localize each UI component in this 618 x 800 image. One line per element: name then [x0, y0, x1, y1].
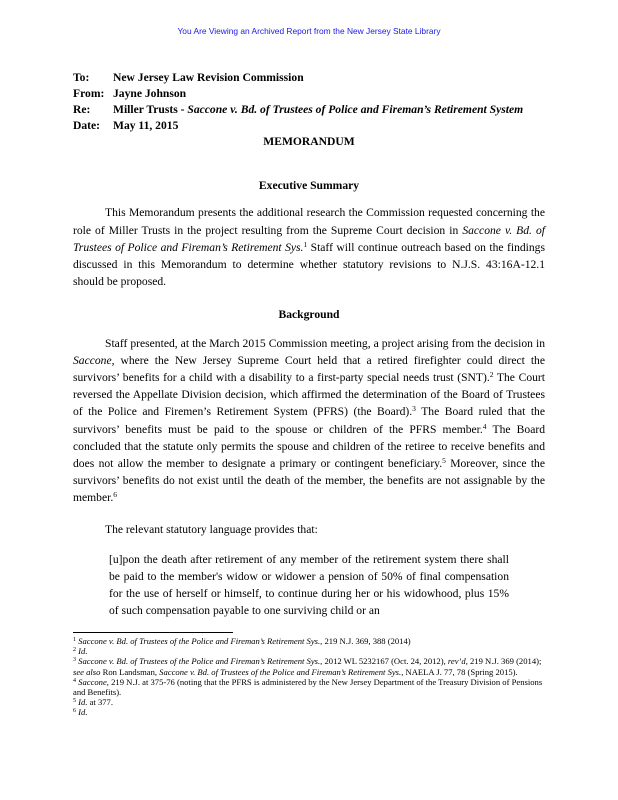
date-line: [73, 118, 545, 134]
statutory-intro: The relevant statutory language provides that:: [105, 522, 318, 536]
statutory-quote: [u]pon the death after retirement of any member of the retirement system there shall be paid to the member's widow or widower a pension of 50% of final compensation for the use of herself or himself, to continue during her or his widowhood, plus 15% of such compensation payable to one surviving child or an: [109, 552, 509, 618]
background-paragraph: Staff presented, at the March 2015 Commission meeting, a project arising from the decision in Saccone, where the New Jersey Supreme Court held that a retired firefighter could direct the survivors’ benefits for a child with a disability to a first-party special needs trust (SNT).$^2$ The Court reversed the Appellate Division decision, which affirmed the determination of the Board of Trustees of the Police and Firemen’s Retirement System (PFRS) (the Board).$^3$ The Board ruled that the survivors’ benefits must be paid to the spouse or children of the PFRS member.$^4$ The Board concluded that the statute only permits the spouse and children of the retiree to receive benefits and does not allow the member to designate a primary or contingent beneficiary.$^5$ Moreover, since the survivors’ benefits do not exist until the death of the member, the benefits are not assignable by the member.$^6$: [73, 336, 545, 505]
from-value: Jayne Johnson: [113, 87, 187, 100]
memo-page: [73, 70, 545, 620]
re-case-name: Saccone v. Bd. of Trustees of Police and Fireman’s Retirement System: [187, 103, 524, 116]
footnote-3: $^3$ Saccone v. Bd. of Trustees of the Police and Fireman’s Retirement Sys., 2012 WL 5232167 (Oct. 24, 2012), rev’d, 219 N.J. 369 (2014); see also Ron Landsman, Saccone v. Bd. of Trustees of the Police and Fireman’s Retirement Sys., NAELA J. 77, 78 (Spring 2015).: [73, 656, 542, 677]
footnote-5: $^5$ Id. at 377.: [73, 697, 114, 708]
memo-title: MEMORANDUM: [263, 135, 355, 148]
exec-summary-heading: Executive Summary: [258, 179, 360, 193]
exec-summary-paragraph: This Memorandum presents the additional research the Commission requested concerning the role of Miller Trusts in the project resulting from the Supreme Court decision in Saccone v. Bd. of Trustees of Police and Fireman’s Retirement Sys.$^1$ Staff will continue outreach based on the findings discussed in this Memorandum to determine whether statutory revisions to N.J.S. 43:16A-12.1 should be proposed.: [73, 206, 545, 289]
from-label: From:: [73, 87, 105, 100]
footnote-ref-4: 4: [482, 421, 487, 431]
footnote-ref-5: 5: [442, 456, 446, 466]
re-line: [73, 102, 545, 118]
date-value: May 11, 2015: [113, 119, 179, 132]
to-line: [73, 70, 545, 86]
footnote-ref-2: 2: [489, 370, 494, 380]
from-line: [73, 86, 545, 102]
re-value: Miller Trusts -: [113, 103, 188, 116]
re-label: Re:: [73, 103, 91, 116]
footnote-ref-3: 3: [412, 404, 416, 414]
memo-header: [73, 70, 545, 134]
footnote-2: $^2$ Id.: [73, 646, 88, 657]
to-label: To:: [73, 71, 90, 84]
footnote-6: $^6$ Id.: [73, 707, 88, 718]
footnote-ref-6: 6: [113, 490, 117, 500]
footnote-1: $^1$ Saccone v. Bd. of Trustees of the Police and Fireman’s Retirement Sys., 219 N.J. 369, 388 (2014): [73, 636, 411, 646]
footnote-divider: [73, 632, 233, 633]
to-value: New Jersey Law Revision Commission: [113, 71, 304, 84]
footnote-4: $^4$ Saccone, 219 N.J. at 375-76 (noting that the PFRS is administered by the New Jersey Department of the Treasury Division of Pensions and Benefits).: [73, 676, 543, 698]
date-label: Date:: [73, 119, 101, 132]
background-heading: Background: [278, 308, 340, 322]
archive-banner: You Are Viewing an Archived Report from the New Jersey State Library: [177, 26, 441, 36]
footnotes: [73, 636, 545, 718]
footnote-ref-1: 1: [303, 239, 308, 249]
